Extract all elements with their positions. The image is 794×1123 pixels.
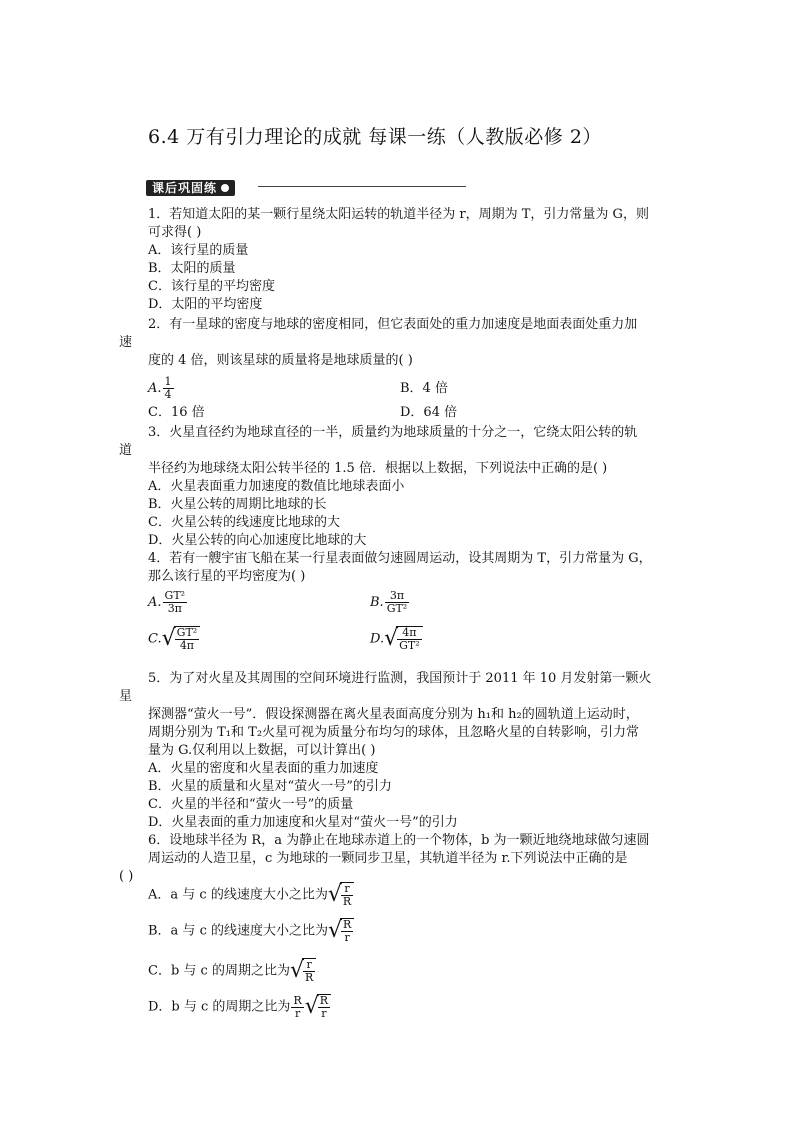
bullet-dot-icon	[221, 184, 229, 192]
q2-option-a: A. $\frac{1}{4}$	[148, 375, 172, 401]
q6-option-a: A．a 与 c 的线速度大小之比为√ $\frac{r}{R}$	[148, 882, 354, 908]
q3-stem-line1: 3．火星直径约为地球直径的一半，质量约为地球质量的十分之一，它绕太阳公转的轨	[148, 425, 638, 440]
q3-option-c: C．火星公转的线速度比地球的大	[148, 515, 340, 530]
q5-option-a: A．火星的密度和火星表面的重力加速度	[148, 761, 379, 776]
q4-option-b: B. $\frac{3\pi}{\text{GT²}}$	[370, 589, 408, 615]
q5-option-c: C．火星的半径和“萤火一号”的质量	[148, 797, 354, 812]
q6-option-b: B．a 与 c 的线速度大小之比为√ $\frac{R}{r}$	[148, 918, 354, 944]
q6-d-fraction: $\frac{R}{r}$	[293, 993, 302, 1020]
q4-c-sqrt: √ $\frac{\text{GT²}}{4\pi}$	[162, 626, 201, 652]
q4-stem-line2: 那么该行星的平均密度为( )	[148, 569, 306, 584]
q6-stem-line1: 6．设地球半径为 R，a 为静止在地球赤道上的一个物体，b 为一颗近地绕地球做匀速圆	[148, 833, 650, 848]
q1-stem-line1: 1．若知道太阳的某一颗行星绕太阳运转的轨道半径为 r，周期为 T，引力常量为 G，则	[148, 207, 649, 222]
q5-option-d: D．火星表面的重力加速度和火星对“萤火一号”的引力	[148, 815, 458, 830]
page-title: 6.4 万有引力理论的成就 每课一练（人教版必修 2）	[148, 126, 602, 148]
q2-option-b: B．4 倍	[400, 381, 448, 396]
section-header	[146, 177, 235, 196]
q2-option-c: C．16 倍	[148, 405, 205, 420]
q5-stem-line2: 探测器“萤火一号”．假设探测器在离火星表面高度分别为 h₁和 h₂的圆轨道上运动时，	[148, 707, 639, 722]
q5-stem-line1: 5．为了对火星及其周围的空间环境进行监测，我国预计于 2011 年 10 月发射第一颗火	[148, 671, 652, 686]
q1-option-a: A．该行星的质量	[148, 243, 249, 258]
q3-stem-wrap: 道	[119, 443, 133, 458]
q5-stem-line4: 量为 G.仅利用以上数据，可以计算出( )	[148, 743, 376, 758]
section-badge: 课后巩固练	[146, 180, 235, 196]
q1-option-c: C．该行星的平均密度	[148, 279, 275, 294]
q3-option-d: D．火星公转的向心加速度比地球的大	[148, 533, 367, 548]
q4-option-d: D.√ $\frac{4\pi}{\text{GT²}}$	[370, 626, 423, 652]
q6-option-d: D．b 与 c 的周期之比为 $\frac{R}{r}$ √ $\frac{R}{r}$	[148, 994, 331, 1020]
q6-a-sqrt: √ $\frac{r}{R}$	[328, 882, 354, 908]
q6-c-sqrt: √ $\frac{r}{R}$	[290, 958, 316, 984]
q4-b-fraction: $\frac{3\pi}{\text{GT²}}$	[386, 589, 408, 615]
q5-option-b: B．火星的质量和火星对“萤火一号”的引力	[148, 779, 392, 794]
q2-a-fraction: $\frac{1}{4}$	[164, 375, 172, 401]
q6-stem-line3: ( )	[119, 869, 134, 884]
q1-option-d: D．太阳的平均密度	[148, 297, 263, 312]
q3-option-b: B．火星公转的周期比地球的长	[148, 497, 327, 512]
q1-stem-line2: 可求得( )	[148, 225, 202, 240]
q1-option-b: B．太阳的质量	[148, 261, 236, 276]
q2-option-d: D．64 倍	[400, 405, 458, 420]
q4-option-a: A. $\frac{\text{GT²}}{3\pi}$	[148, 589, 186, 615]
q3-stem-line2: 半径约为地球绕太阳公转半径的 1.5 倍．根据以上数据，下列说法中正确的是( )	[148, 461, 608, 476]
q5-stem-wrap: 星	[119, 689, 133, 704]
q6-d-sqrt: √ $\frac{R}{r}$	[305, 994, 331, 1020]
section-divider	[258, 186, 466, 187]
q5-stem-line3: 周期分别为 T₁和 T₂火星可视为质量分布均匀的球体，且忽略火星的自转影响，引力常	[148, 725, 640, 740]
q4-option-c: C.√ $\frac{\text{GT²}}{4\pi}$	[148, 626, 200, 652]
q6-stem-line2: 周运动的人造卫星，c 为地球的一颗同步卫星，其轨道半径为 r.下列说法中正确的是	[148, 851, 628, 866]
q6-option-c: C．b 与 c 的周期之比为√ $\frac{r}{R}$	[148, 958, 316, 984]
q2-stem-line2: 度的 4 倍，则该星球的质量将是地球质量的( )	[148, 353, 413, 368]
q4-a-fraction: $\frac{\text{GT²}}{3\pi}$	[164, 589, 186, 615]
q2-stem-wrap: 速	[119, 335, 133, 350]
q4-d-sqrt: √ $\frac{4\pi}{\text{GT²}}$	[384, 626, 423, 652]
q4-stem-line1: 4．若有一艘宇宙飞船在某一行星表面做匀速圆周运动，设其周期为 T，引力常量为 G，	[148, 551, 652, 566]
q6-b-sqrt: √ $\frac{R}{r}$	[328, 918, 354, 944]
q3-option-a: A．火星表面重力加速度的数值比地球表面小	[148, 479, 405, 494]
q2-stem-line1: 2．有一星球的密度与地球的密度相同，但它表面处的重力加速度是地面表面处重力加	[148, 317, 638, 332]
